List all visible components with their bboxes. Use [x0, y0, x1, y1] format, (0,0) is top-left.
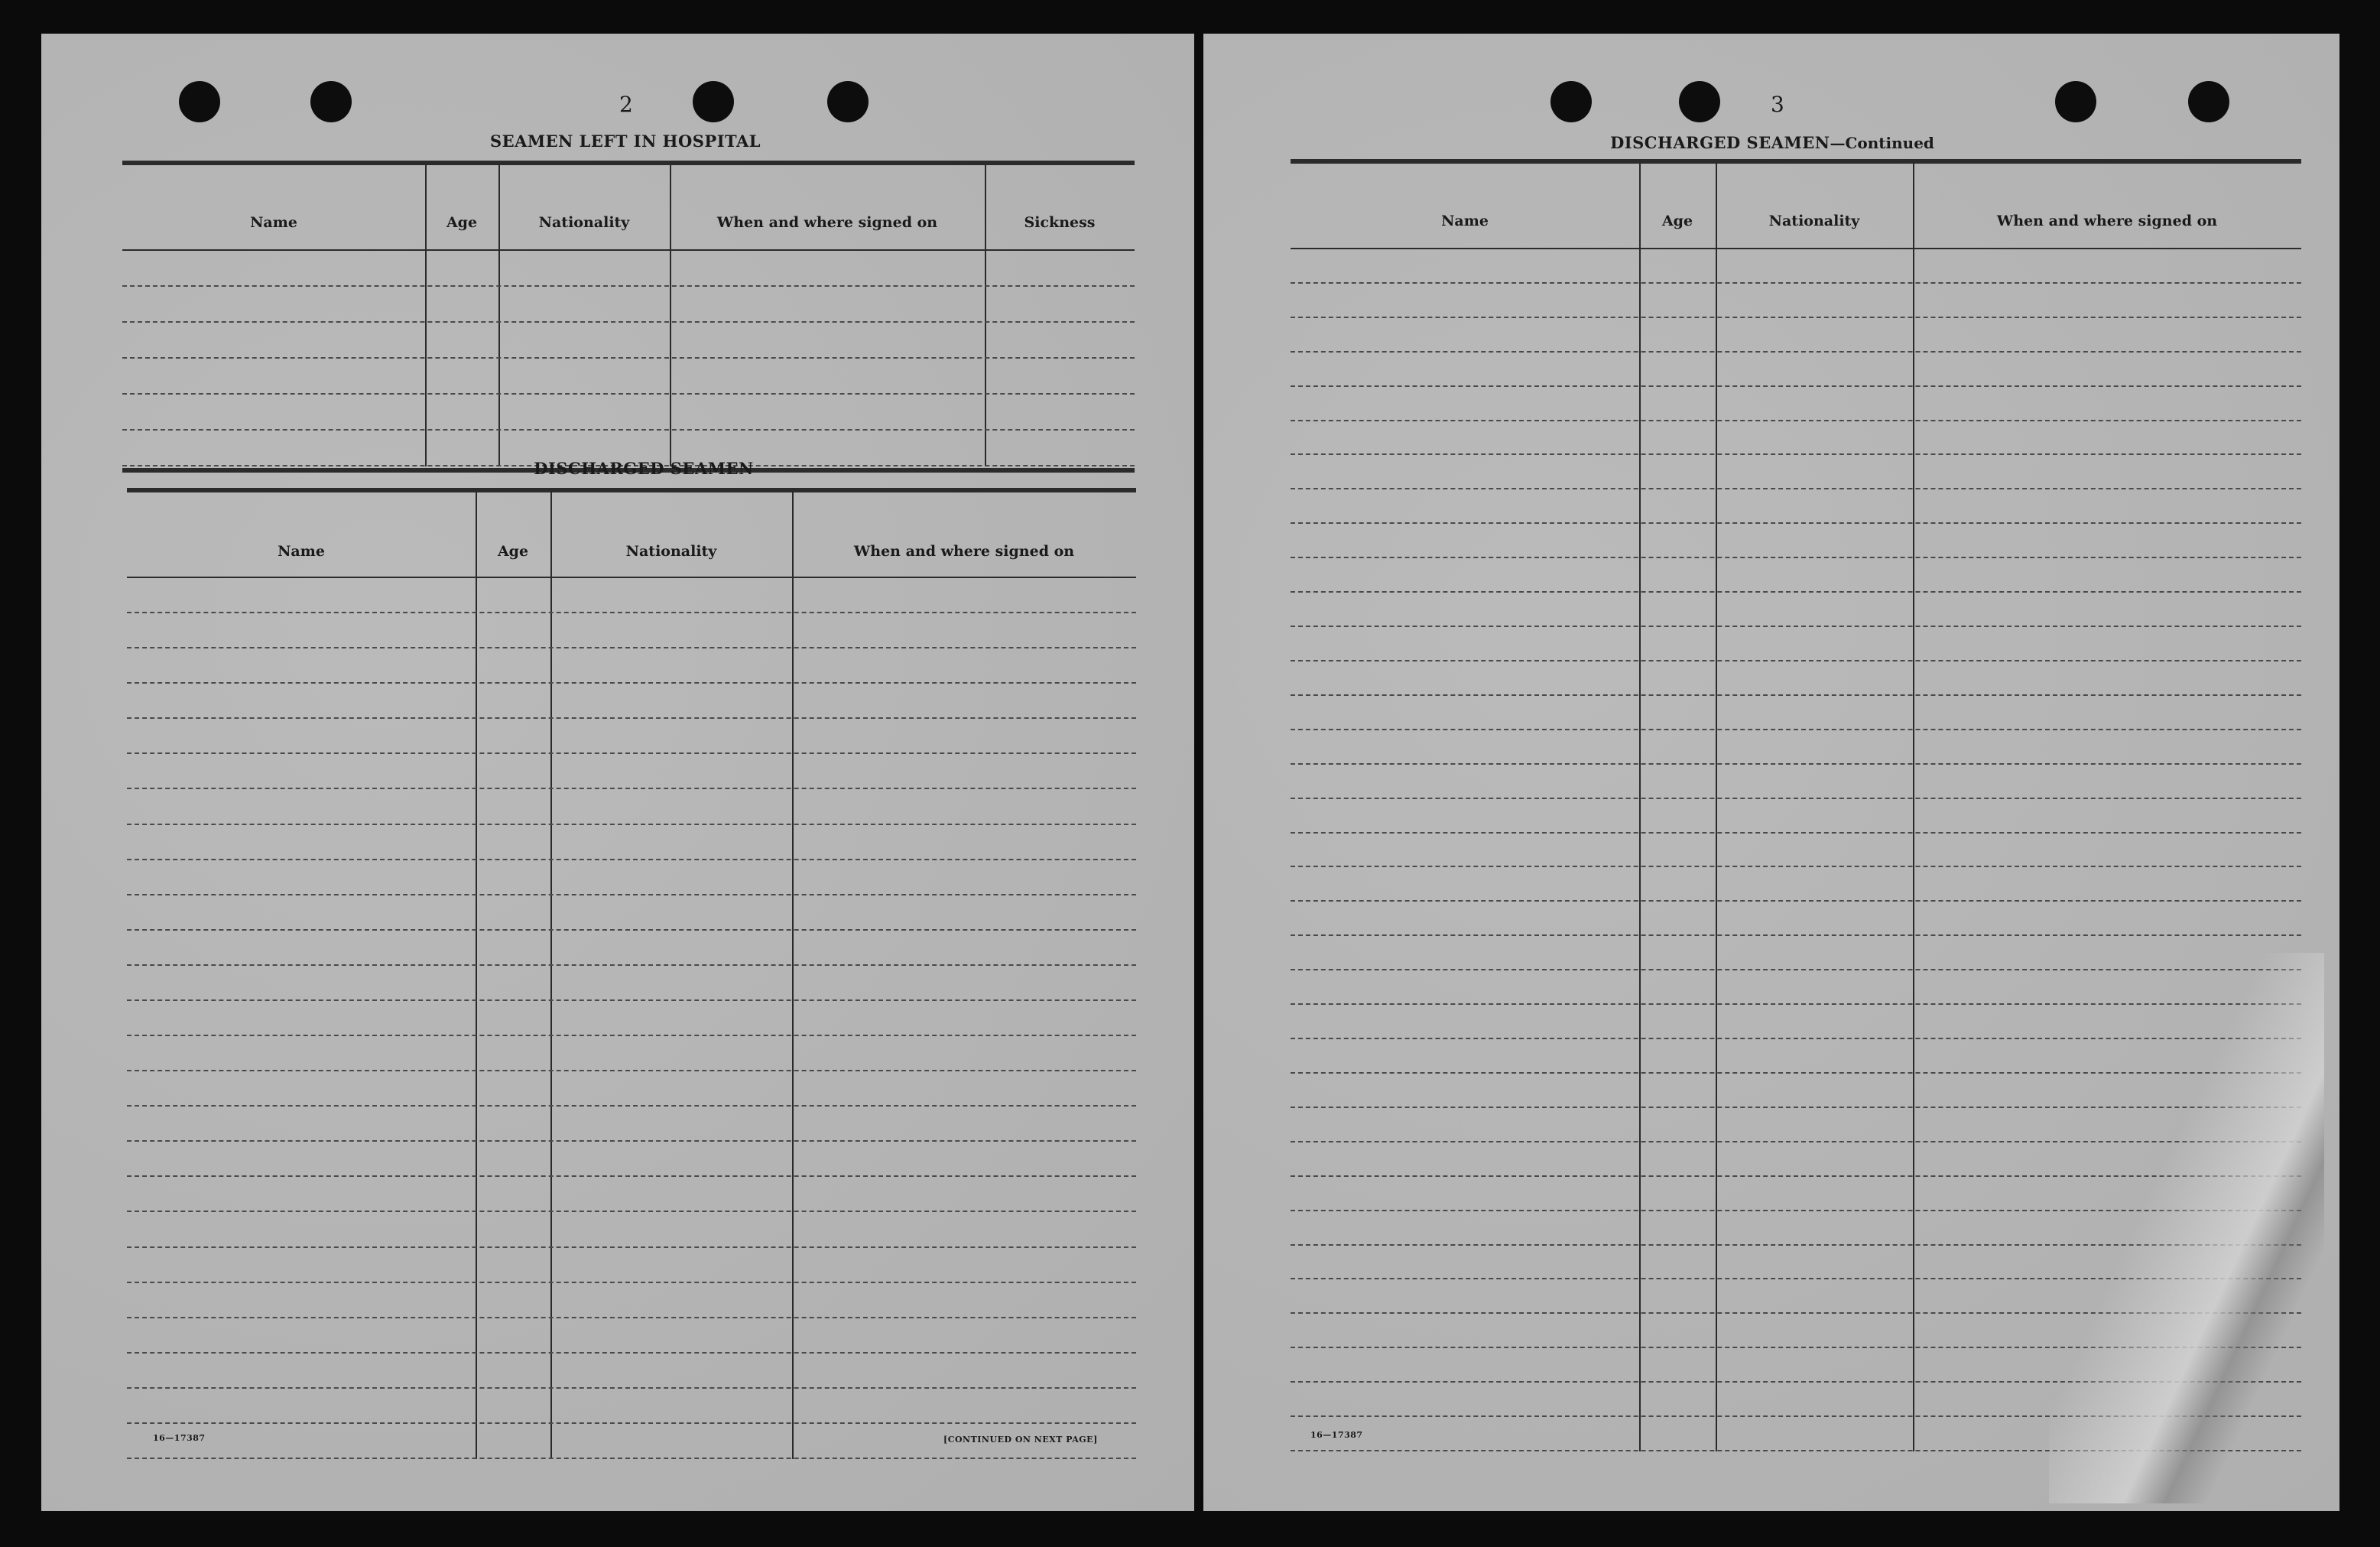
- table-row: [127, 612, 1136, 613]
- table-row: [127, 824, 1136, 825]
- column-divider: [985, 165, 986, 466]
- table-row: [127, 964, 1136, 966]
- table-row: [1291, 832, 2301, 834]
- binder-hole: [2055, 81, 2096, 122]
- discharged-section-title: DISCHARGED SEAMEN: [534, 459, 754, 478]
- table-row: [127, 859, 1136, 860]
- table-row: [1291, 282, 2301, 284]
- binder-hole: [693, 81, 734, 122]
- table-row: [127, 929, 1136, 931]
- right-page: [1203, 34, 2339, 1511]
- table-row: [127, 1175, 1136, 1177]
- table-top-rule: [127, 488, 1136, 492]
- table-row: [1291, 763, 2301, 765]
- column-header: Name: [278, 543, 325, 560]
- table-row: [127, 1246, 1136, 1248]
- page-number: 3: [1771, 92, 1784, 117]
- table-row: [122, 393, 1135, 395]
- column-header: Age: [497, 543, 529, 560]
- column-header: Name: [250, 214, 297, 231]
- binder-hole: [2188, 81, 2229, 122]
- binder-hole: [310, 81, 352, 122]
- table-row: [122, 321, 1135, 323]
- hospital-table: [122, 161, 1135, 473]
- discharged-continued-title: [1610, 133, 1934, 152]
- hospital-section-title: SEAMEN LEFT IN HOSPITAL: [489, 132, 761, 151]
- table-row: [127, 1140, 1136, 1142]
- table-row: [1291, 866, 2301, 867]
- table-row: [127, 647, 1136, 648]
- table-row: [1291, 385, 2301, 387]
- column-header: Nationality: [538, 214, 630, 231]
- column-header: Nationality: [625, 543, 717, 560]
- left-page: [41, 34, 1194, 1511]
- table-row: [122, 357, 1135, 359]
- table-row: [127, 1035, 1136, 1036]
- column-header: Name: [1441, 213, 1489, 229]
- form-number: 16—17387: [153, 1433, 206, 1443]
- binder-hole: [1679, 81, 1720, 122]
- table-row: [127, 788, 1136, 789]
- header-bottom-rule: [1291, 248, 2301, 249]
- section-title-suffix: —Continued: [1830, 134, 1934, 152]
- table-row: [127, 1211, 1136, 1212]
- header-bottom-rule: [127, 577, 1136, 578]
- header-bottom-rule: [122, 249, 1135, 251]
- table-top-rule: [122, 161, 1135, 165]
- table-row: [122, 285, 1135, 287]
- table-row: [127, 717, 1136, 719]
- column-header: Sickness: [1024, 214, 1096, 231]
- page-fold-shadow: [2049, 953, 2324, 1503]
- table-row: [127, 1387, 1136, 1389]
- table-row: [127, 1070, 1136, 1071]
- table-row: [127, 1458, 1136, 1459]
- table-row: [127, 1422, 1136, 1424]
- page-number: 2: [619, 92, 633, 117]
- table-row: [127, 894, 1136, 895]
- table-row: [127, 752, 1136, 754]
- binder-hole: [827, 81, 869, 122]
- column-header: Age: [446, 214, 478, 231]
- section-title-main: DISCHARGED SEAMEN: [1610, 133, 1830, 152]
- table-row: [1291, 934, 2301, 936]
- table-row: [127, 1317, 1136, 1318]
- table-row: [1291, 453, 2301, 455]
- table-row: [1291, 729, 2301, 730]
- column-header: When and where signed on: [1996, 213, 2218, 229]
- column-divider: [1913, 164, 1914, 1451]
- column-header: When and where signed on: [853, 543, 1075, 560]
- table-row: [1291, 317, 2301, 318]
- table-row: [1291, 420, 2301, 421]
- binder-hole: [179, 81, 220, 122]
- column-divider: [498, 165, 500, 466]
- column-header: Nationality: [1768, 213, 1860, 229]
- discharged-table: [127, 488, 1136, 1464]
- table-row: [1291, 591, 2301, 593]
- column-divider: [1716, 164, 1717, 1451]
- table-row: [127, 1352, 1136, 1354]
- column-header: Age: [1661, 213, 1693, 229]
- table-row: [127, 1105, 1136, 1107]
- column-divider: [670, 165, 671, 466]
- table-row: [1291, 557, 2301, 558]
- table-row: [1291, 900, 2301, 902]
- table-row: [127, 682, 1136, 684]
- table-row: [1291, 694, 2301, 696]
- table-row: [1291, 522, 2301, 524]
- column-divider: [1639, 164, 1641, 1451]
- table-row: [1291, 660, 2301, 661]
- table-row: [1291, 488, 2301, 489]
- table-row: [122, 429, 1135, 431]
- table-row: [1291, 798, 2301, 799]
- table-row: [127, 1282, 1136, 1283]
- table-top-rule: [1291, 159, 2301, 164]
- binder-hole: [1550, 81, 1592, 122]
- form-number: 16—17387: [1310, 1430, 1363, 1440]
- table-row: [127, 999, 1136, 1001]
- column-divider: [476, 492, 477, 1459]
- table-row: [1291, 351, 2301, 353]
- table-row: [1291, 626, 2301, 627]
- column-divider: [425, 165, 427, 466]
- column-divider: [792, 492, 794, 1459]
- column-header: When and where signed on: [716, 214, 938, 231]
- continued-note: [CONTINUED ON NEXT PAGE]: [943, 1435, 1098, 1445]
- column-divider: [550, 492, 552, 1459]
